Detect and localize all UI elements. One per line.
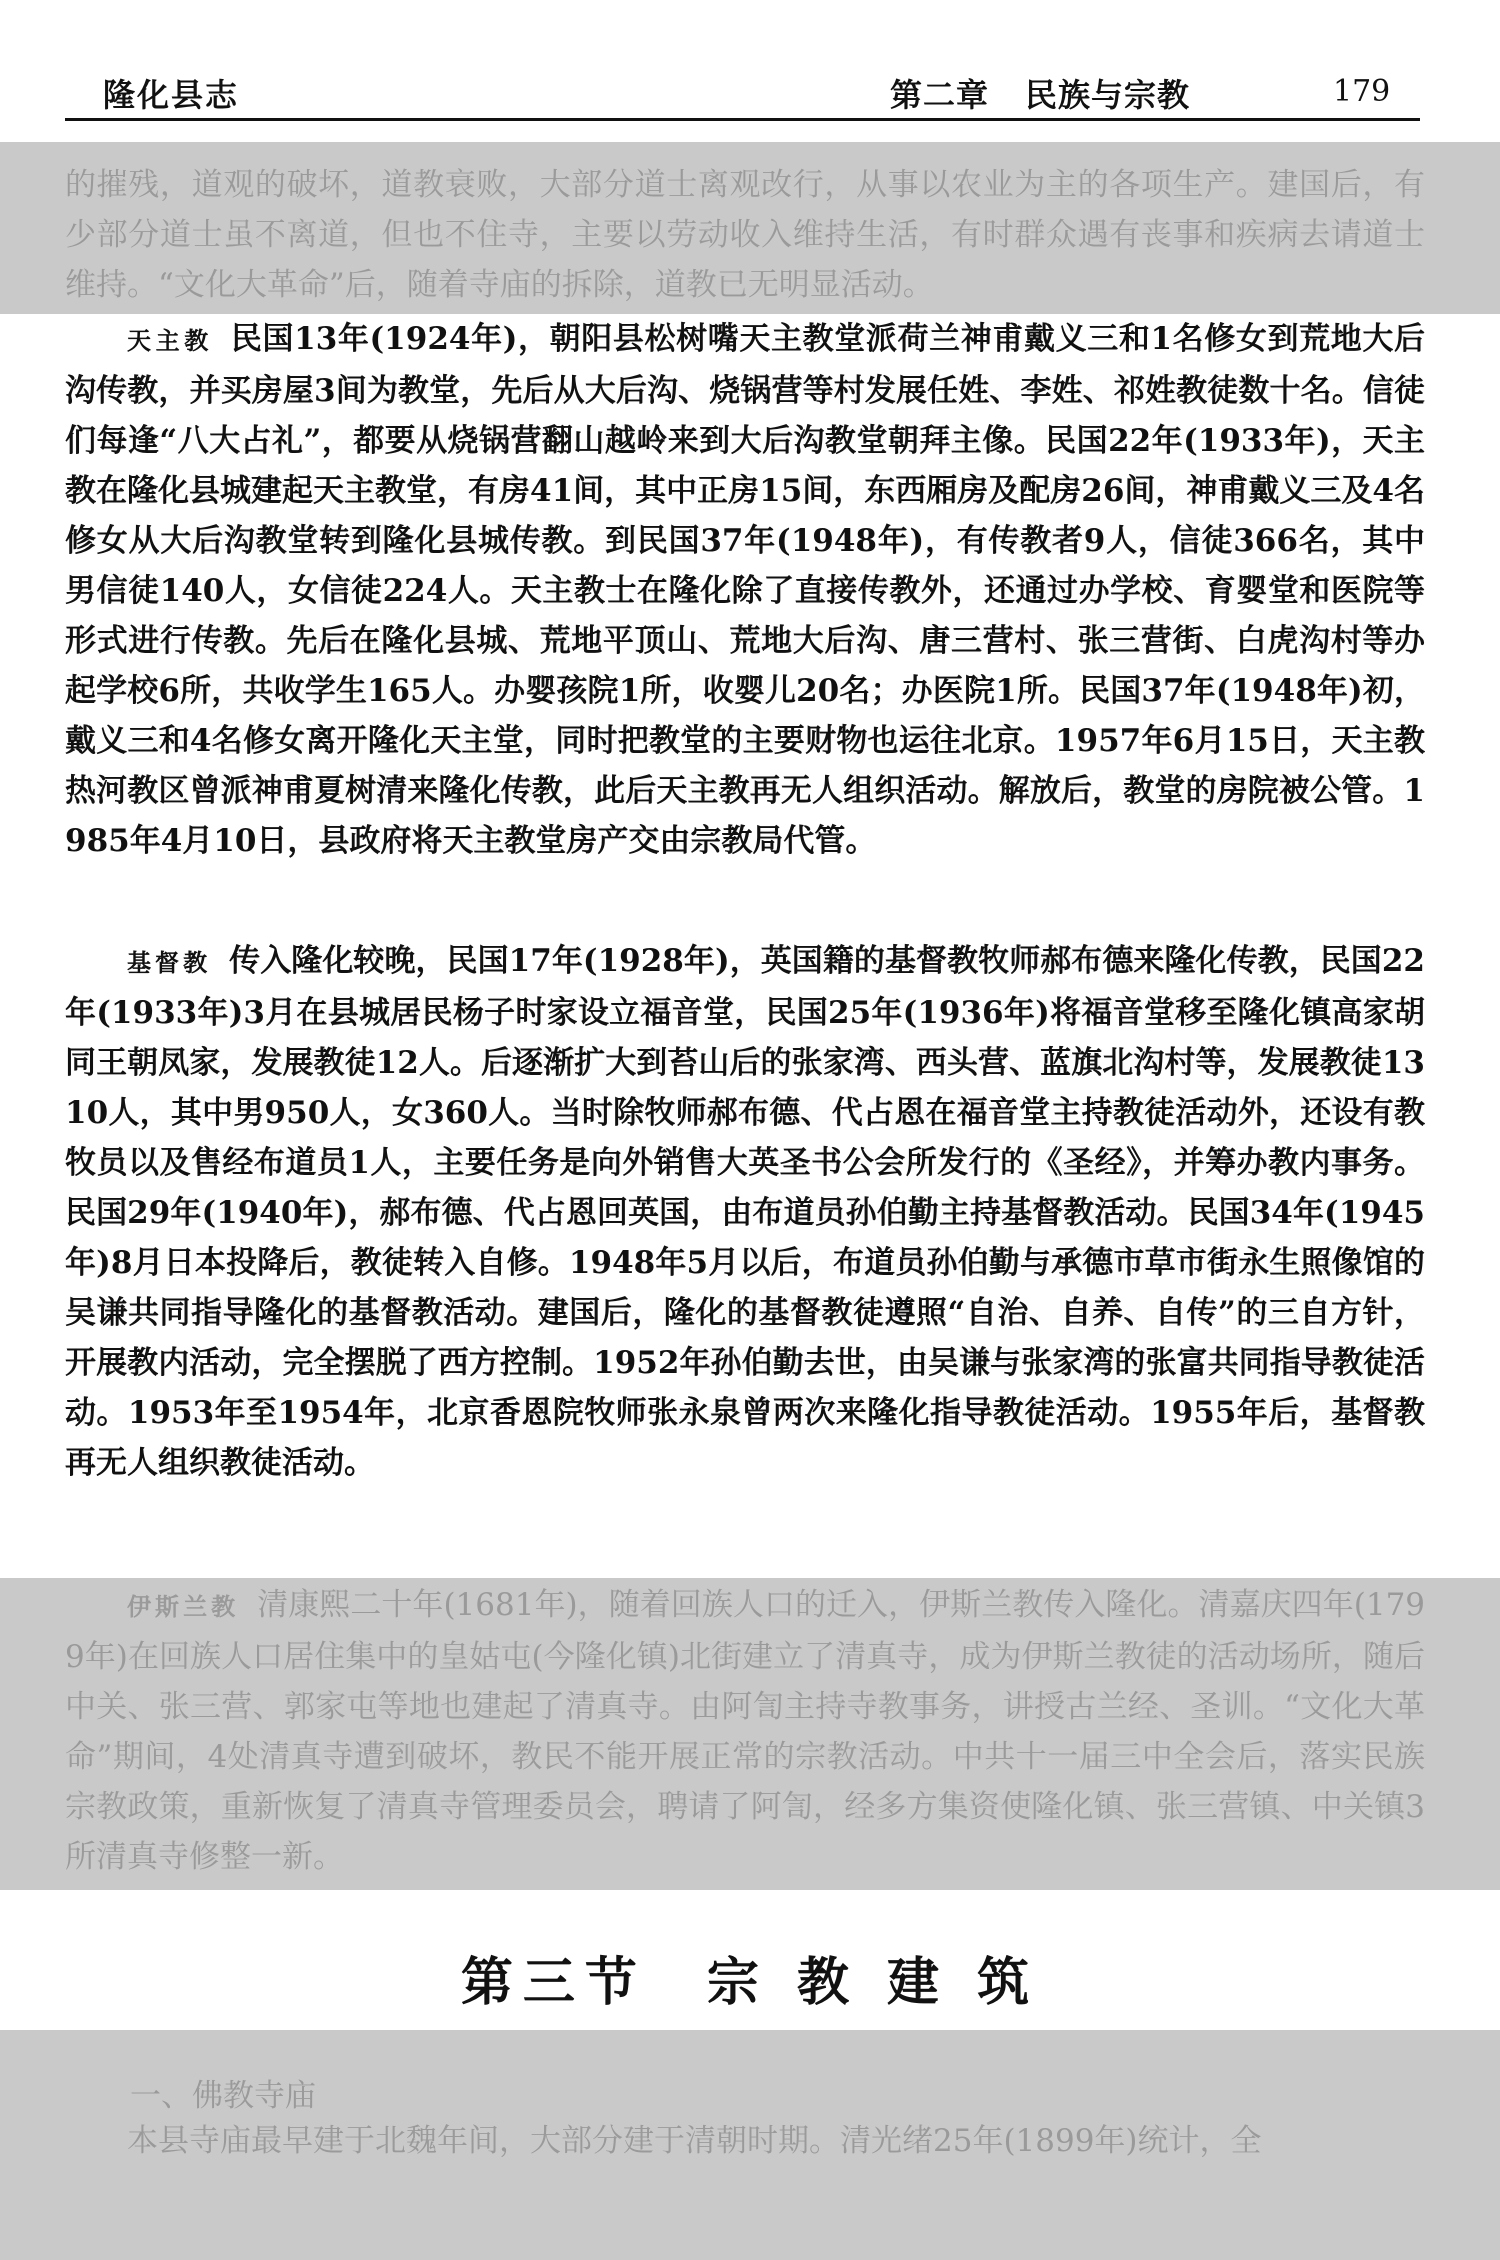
chapter-number: 第二章 xyxy=(890,76,990,114)
catholic-text: 民国13年(1924年)，朝阳县松树嘴天主教堂派荷兰神甫戴义三和1名修女到荒地大后沟传教，并买房屋3间为教堂，先后从大后沟、烧锅营等村发展任姓、李姓、祁姓教徒数十名。信徒们每逢“八大占礼”，都要从烧锅营翻山越岭来到大后沟教堂朝拜主像。民国22年(1933年)，天主教在隆化县城建起天主教堂，有房41间，其中正房15间，东西厢房及配房26间，神甫戴义三及4名修女从大后沟教堂转到隆化县城传教。到民国37年(1948年)，有传教者9人，信徒366名，其中男信徒140人，女信徒224人。天主教士在隆化除了直接传教外，还通过办学校、育婴堂和医院等形式进行传教。先后在隆化县城、荒地平顶山、荒地大后沟、唐三营村、张三营街、白虎沟村等办起学校6所，共收学生165人。办婴孩院1所，收婴儿20名；办医院1所。民国37年(1948年)初，戴义三和4名修女离开隆化天主堂，同时把教堂的主要财物也运往北京。1957年6月15日，天主教热河教区曾派神甫夏树清来隆化传教，此后天主教再无人组织活动。解放后，教堂的房院被公管。1985年4月10日，县政府将天主教堂房产交由宗教局代管。 xyxy=(65,321,1425,859)
catholic-paragraph xyxy=(65,314,1425,866)
islam-paragraph xyxy=(65,1580,1425,1882)
chapter-title: 民族与宗教 xyxy=(1025,76,1191,114)
islam-text: 清康熙二十年(1681年)，随着回族人口的迁入，伊斯兰教传入隆化。清嘉庆四年(1799年)在回族人口居住集中的皇姑屯(今隆化镇)北街建立了清真寺，成为伊斯兰教徒的活动场所，随后中关、张三营、郭家屯等地也建起了清真寺。由阿訇主持寺教事务，讲授古兰经、圣训。“文化大革命”期间，4处清真寺遭到破坏，教民不能开展正常的宗教活动。中共十一届三中全会后，落实民族宗教政策，重新恢复了清真寺管理委员会，聘请了阿訇，经多方集资使隆化镇、张三营镇、中关镇3所清真寺修整一新。 xyxy=(65,1587,1426,1875)
book-title: 隆化县志 xyxy=(103,76,240,114)
christian-paragraph xyxy=(65,936,1425,1488)
christian-text: 传入隆化较晚，民国17年(1928年)，英国籍的基督教牧师郝布德来隆化传教，民国22年(1933年)3月在县城居民杨子时家设立福音堂，民国25年(1936年)将福音堂移至隆化镇高家胡同王朝凤家，发展教徒12人。后逐渐扩大到苔山后的张家湾、西头营、蓝旗北沟村等，发展教徒1310人，其中男950人，女360人。当时除牧师郝布德、代占恩在福音堂主持教徒活动外，还设有教牧员以及售经布道员1人，主要任务是向外销售大英圣书公会所发行的《圣经》，并筹办教内事务。民国29年(1940年)，郝布德、代占恩回英国，由布道员孙伯勤主持基督教活动。民国34年(1945年)8月日本投降后，教徒转入自修。1948年5月以后，布道员孙伯勤与承德市草市街永生照像馆的吴谦共同指导隆化的基督教活动。建国后，隆化的基督教徒遵照“自治、自养、自传”的三自方针，开展教内活动，完全摆脱了西方控制。1952年孙伯勤去世，由吴谦与张家湾的张富共同指导教徒活动。1953年至1954年，北京香恩院牧师张永泉曾两次来隆化指导教徒活动。1955年后，基督教再无人组织教徒活动。 xyxy=(65,943,1426,1481)
chapter-heading xyxy=(890,70,1190,116)
page-header xyxy=(65,68,1420,121)
section-title xyxy=(0,1940,1500,2015)
page-number: 179 xyxy=(1333,74,1391,109)
christian-term: 基督教 xyxy=(127,948,212,977)
buddhism-paragraph: 本县寺庙最早建于北魏年间，大部分建于清朝时期。清光绪25年(1899年)统计，全 xyxy=(127,2123,1262,2159)
taoism-paragraph-tail: 的摧残，道观的破坏，道教衰败，大部分道士离观改行，从事以农业为主的各项生产。建国后，有少部分道士虽不离道，但也不住寺，主要以劳动收入维持生活，有时群众遇有丧事和疾病去请道士维持。“文化大革命”后，随着寺庙的拆除，道教已无明显活动。 xyxy=(65,167,1425,303)
catholic-term: 天主教 xyxy=(127,326,213,355)
section-name: 宗 教 建 筑 xyxy=(706,1952,1040,2013)
islam-term: 伊斯兰教 xyxy=(127,1592,240,1621)
section-number: 第三节 xyxy=(460,1952,647,2013)
buddhism-heading: 一、佛教寺庙 xyxy=(130,2078,316,2114)
